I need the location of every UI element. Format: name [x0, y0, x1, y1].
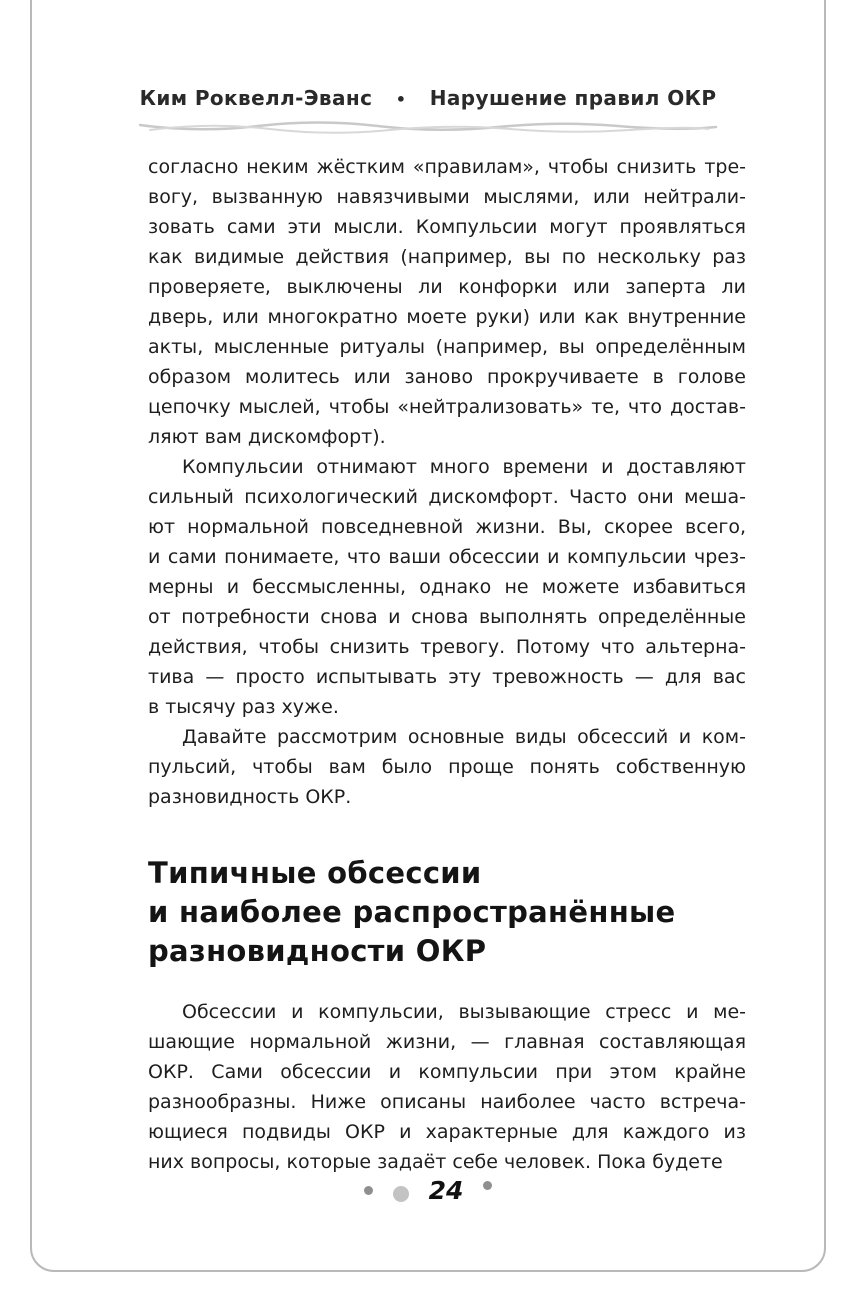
paragraph-3 [148, 722, 746, 812]
header-author: Ким Роквелл-Эванс [139, 86, 373, 110]
text-line: действия, чтобы снизить тревогу. Потому что альтерна- [148, 636, 746, 658]
text-line: проверяете, выключены ли конфорки или заперта ли [148, 276, 746, 298]
text-line: шающие нормальной жизни, — главная составляющая [148, 1031, 746, 1053]
text-line: сильный психологический дискомфорт. Часто они меша- [148, 486, 746, 508]
paragraph-4 [148, 997, 746, 1177]
text-line: согласно неким жёстким «правилам», чтобы снизить тре- [148, 156, 746, 178]
text-line: ют нормальной повседневной жизни. Вы, скорее всего, [148, 516, 746, 538]
text-line: и сами понимаете, что ваши обсессии и компульсии чрез- [148, 546, 746, 568]
footer-dot-large [393, 1186, 409, 1202]
text-line: ляют вам дискомфорт). [148, 426, 386, 448]
text-line: образом молитесь или заново прокручиваете в голове [148, 366, 746, 388]
text-line: Обсессии и компульсии, вызывающие стресс и ме- [182, 1001, 746, 1023]
text-line: пульсий, чтобы вам было проще понять собственную [148, 756, 746, 778]
paragraph-2 [148, 452, 746, 722]
text-line: дверь, или многократно моете руки) или как внутренние [148, 306, 746, 328]
header-flourish-icon [138, 116, 718, 138]
section-heading-line: Типичные обсессии [148, 856, 482, 890]
footer-dot-small-left [364, 1186, 373, 1195]
page-body [148, 152, 746, 1177]
text-line: разнообразны. Ниже описаны наиболее часто встреча- [148, 1091, 746, 1113]
paragraph-1 [148, 152, 746, 452]
text-line: от потребности снова и снова выполнять определённые [148, 606, 746, 628]
text-line: тива — просто испытывать эту тревожность — для вас [148, 666, 746, 688]
text-line: ющиеся подвиды ОКР и характерные для каждого из [148, 1121, 746, 1143]
text-line: в тысячу раз хуже. [148, 696, 339, 718]
text-line: цепочку мыслей, чтобы «нейтрализовать» те, что достав- [148, 396, 746, 418]
section-heading-line: разновидности ОКР [148, 934, 487, 968]
text-line: них вопросы, которые задаёт себе человек. Пока будете [148, 1151, 723, 1173]
section-heading-line: и наиболее распространённые [148, 895, 676, 929]
text-line: как видимые действия (например, вы по нескольку раз [148, 246, 746, 268]
text-line: зовать сами эти мысли. Компульсии могут проявляться [148, 216, 746, 238]
running-header [0, 86, 856, 110]
text-line: Компульсии отнимают много времени и доставляют [182, 456, 746, 478]
footer-dot-small-right [483, 1181, 492, 1190]
section-heading [148, 854, 746, 971]
text-line: Давайте рассмотрим основные виды обсессий и ком- [182, 726, 746, 748]
header-book-title: Нарушение правил ОКР [429, 86, 717, 110]
text-line: вогу, вызванную навязчивыми мыслями, или нейтрали- [148, 186, 746, 208]
text-line: мерны и бессмысленны, однако не можете избавиться [148, 576, 746, 598]
page-footer [0, 1176, 856, 1205]
page-number: 24 [428, 1176, 464, 1205]
header-separator-dot: • [395, 90, 407, 109]
text-line: разновидность ОКР. [148, 786, 352, 808]
text-line: акты, мысленные ритуалы (например, вы определённым [148, 336, 746, 358]
text-line: ОКР. Сами обсессии и компульсии при этом крайне [148, 1061, 746, 1083]
